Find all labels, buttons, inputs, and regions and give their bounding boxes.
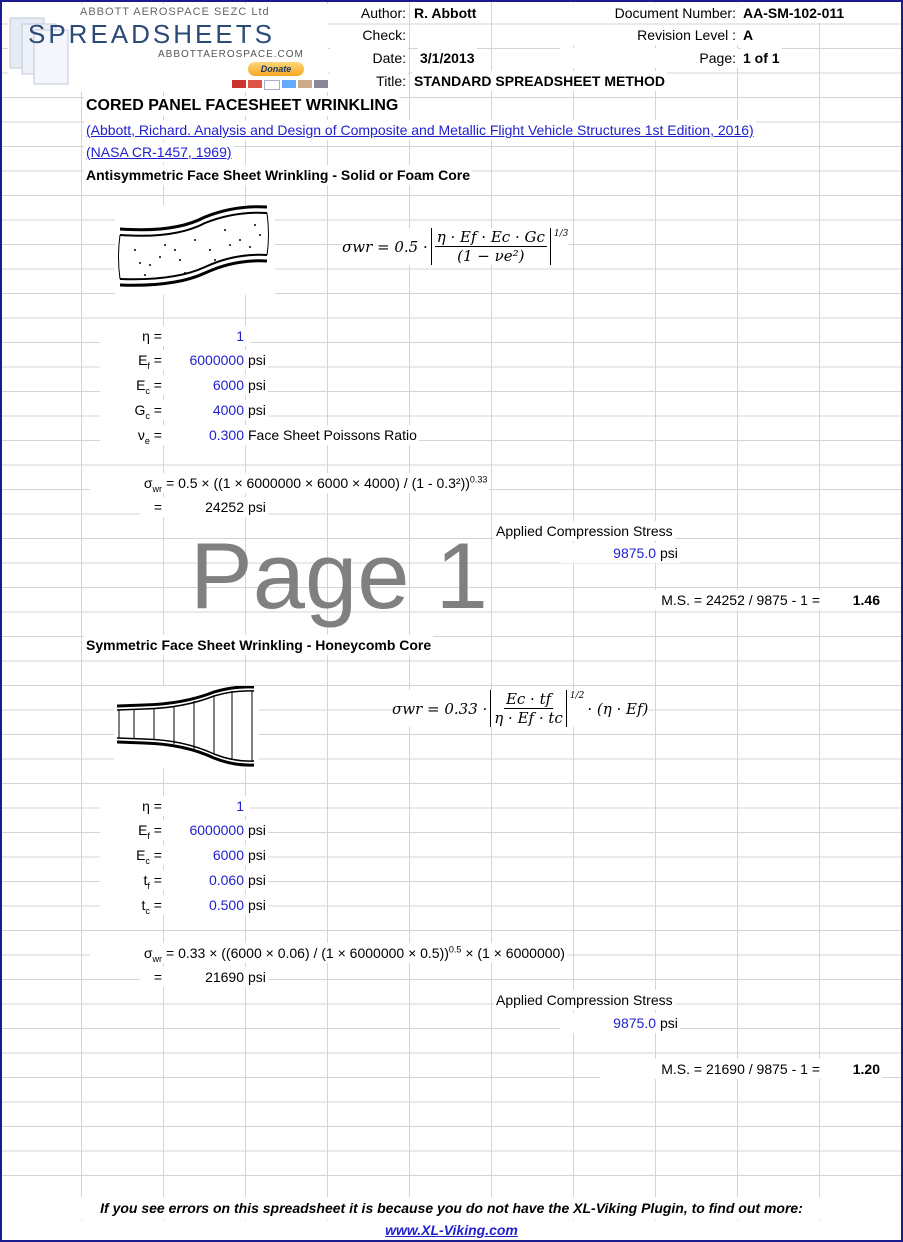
input-label: η =	[100, 796, 164, 816]
sigma-wr-label: $\sigma_{wr}$	[90, 473, 164, 493]
check-label: Check:	[330, 25, 408, 45]
title-label: Title:	[330, 71, 408, 91]
input-value[interactable]: 6000000	[164, 350, 246, 370]
input-value[interactable]: 1	[164, 796, 246, 816]
docnum-value: AA-SM-102-011	[743, 5, 845, 21]
unit: psi	[660, 545, 678, 561]
input-unit: psi	[248, 377, 266, 393]
logo-spreadsheets: SPREADSHEETS	[28, 19, 275, 49]
applied-stress-value[interactable]: 9875.0	[560, 543, 658, 563]
check-value	[412, 25, 416, 45]
unit: psi	[248, 499, 266, 515]
input-label: $E_c$ =	[100, 375, 164, 395]
reference-link-nasa[interactable]: (NASA CR-1457, 1969)	[86, 144, 232, 160]
logo-website: ABBOTTAEROSPACE.COM	[158, 49, 304, 60]
input-label: η =	[100, 326, 164, 346]
input-unit: psi	[248, 352, 266, 368]
margin-of-safety-expression: M.S. = 21690 / 9875 - 1 =	[600, 1059, 822, 1079]
input-unit: psi	[248, 822, 266, 838]
applied-stress-label: Applied Compression Stress	[496, 992, 673, 1008]
input-label: $t_c$ =	[100, 895, 164, 915]
reference-link-abbott[interactable]: (Abbott, Richard. Analysis and Design of Composite and Metallic Flight Vehicle Structures 1st Edition, 2016)	[86, 122, 754, 138]
input-value[interactable]: 0.300	[164, 425, 246, 445]
applied-stress-label: Applied Compression Stress	[496, 523, 673, 539]
input-value[interactable]: 0.060	[164, 870, 246, 890]
formula-symmetric: σwr = 0.33 · $\frac{Ec \cdot tf}{\eta \cdot Ef \cdot tc}$ $^{1/2}$ · (η · Ef)	[392, 690, 649, 727]
revision-value: A	[743, 27, 754, 43]
card-icons	[232, 80, 328, 90]
section1-heading: Antisymmetric Face Sheet Wrinkling - Solid or Foam Core	[86, 167, 471, 183]
input-label: $\nu_e$ =	[100, 425, 164, 445]
margin-of-safety-value: 1.20	[822, 1059, 882, 1079]
input-unit	[246, 326, 250, 346]
page-value: 1 of 1	[743, 50, 780, 66]
input-unit: psi	[248, 897, 266, 913]
sigma-wr-expression: = $0.5 \times ((1 \times 6000000 \times 6000 \times 4000) / (1 - 0.3^2))^{0.33}$	[166, 474, 488, 491]
sigma-wr-result: 21690	[164, 967, 246, 987]
input-label: $E_f$ =	[100, 350, 164, 370]
input-unit: psi	[248, 872, 266, 888]
page-title: CORED PANEL FACESHEET WRINKLING	[86, 97, 399, 114]
formula-antisymmetric: σwr = 0.5 · $\frac{\eta \cdot Ef \cdot Ec \cdot Gc}{\text{(1 − νe²)}}$ $^{1/3}$	[342, 228, 569, 265]
date-label: Date:	[330, 48, 408, 68]
date-value: 3/1/2013	[420, 50, 475, 66]
input-value[interactable]: 6000000	[164, 820, 246, 840]
input-unit: psi	[248, 847, 266, 863]
xl-viking-link[interactable]: www.XL-Viking.com	[385, 1222, 518, 1238]
sigma-wr-label: $\sigma_{wr}$	[90, 943, 164, 963]
unit: psi	[660, 1015, 678, 1031]
input-label: $G_c$ =	[100, 400, 164, 420]
author-label: Author:	[330, 3, 408, 23]
input-unit: psi	[248, 402, 266, 418]
input-label: $t_f$ =	[100, 870, 164, 890]
footer-note: If you see errors on this spreadsheet it is because you do not have the XL-Viking Plugin, to find out more:	[0, 1197, 903, 1219]
equals-sign: =	[140, 967, 164, 987]
input-unit	[246, 796, 250, 816]
honeycomb-core-diagram	[114, 686, 259, 768]
input-value[interactable]: 6000	[164, 845, 246, 865]
input-value[interactable]: 6000	[164, 375, 246, 395]
revision-label: Revision Level :	[560, 25, 738, 45]
input-label: $E_c$ =	[100, 845, 164, 865]
input-value[interactable]: 4000	[164, 400, 246, 420]
donate-button[interactable]: Donate	[248, 62, 304, 76]
title-value: STANDARD SPREADSHEET METHOD	[414, 73, 665, 89]
input-value[interactable]: 1	[164, 326, 246, 346]
sigma-wr-result: 24252	[164, 497, 246, 517]
input-label: $E_f$ =	[100, 820, 164, 840]
margin-of-safety-value: 1.46	[822, 590, 882, 610]
input-unit: Face Sheet Poissons Ratio	[248, 427, 417, 443]
logo-company-name: ABBOTT AEROSPACE SEZC Ltd	[80, 6, 270, 18]
section2-heading: Symmetric Face Sheet Wrinkling - Honeycomb Core	[86, 637, 432, 653]
sigma-wr-expression: = $0.33 \times ((6000 \times 0.06) / (1 \times 6000000 \times 0.5))^{0.5} \times (1 \times 6000000)$	[166, 944, 565, 961]
unit: psi	[248, 969, 266, 985]
page-watermark: Page 1	[190, 523, 488, 628]
equals-sign: =	[140, 497, 164, 517]
author-value: R. Abbott	[414, 5, 477, 21]
docnum-label: Document Number:	[560, 3, 738, 23]
foam-core-diagram	[115, 205, 275, 295]
page-label: Page:	[560, 48, 738, 68]
applied-stress-value[interactable]: 9875.0	[560, 1013, 658, 1033]
input-value[interactable]: 0.500	[164, 895, 246, 915]
margin-of-safety-expression: M.S. = 24252 / 9875 - 1 =	[600, 590, 822, 610]
abbott-logo	[8, 4, 328, 92]
